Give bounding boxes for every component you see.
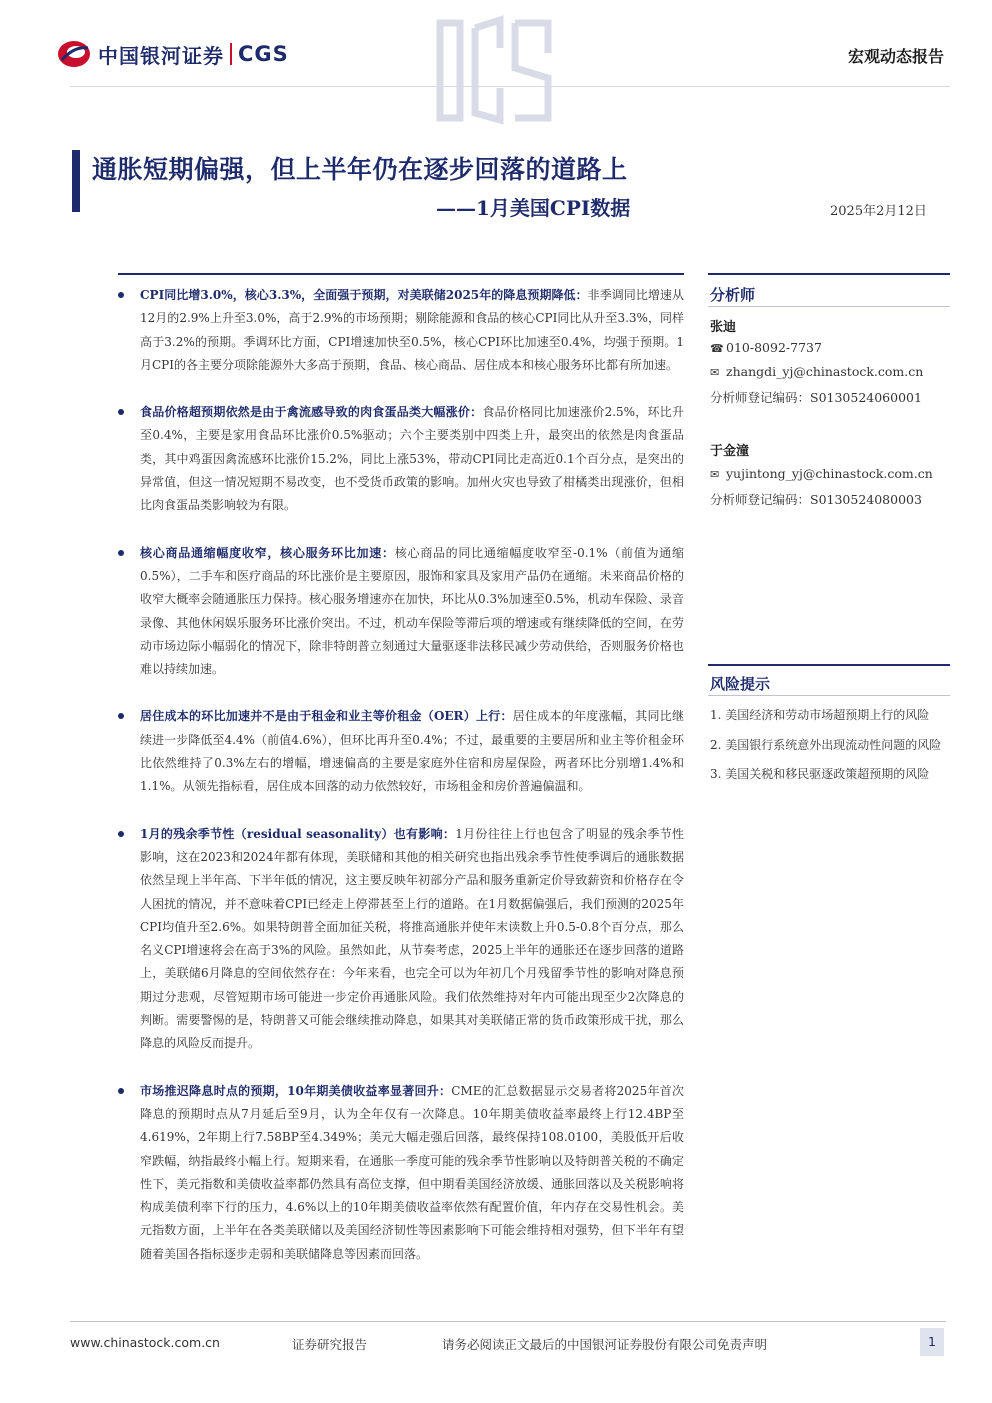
report-subtitle: ——1月美国CPI数据 bbox=[436, 196, 631, 220]
analyst-email[interactable]: ✉ zhangdi_yj@chinastock.com.cn bbox=[710, 364, 924, 379]
bullet-icon bbox=[118, 831, 124, 837]
summary-paragraph bbox=[118, 823, 684, 1056]
paragraph-lead: 食品价格超预期依然是由于禽流感导致的肉食蛋品类大幅涨价： bbox=[140, 405, 483, 420]
summary-paragraph bbox=[118, 705, 684, 798]
summary-paragraph bbox=[118, 284, 684, 377]
analyst-name: 于金潼 bbox=[710, 444, 750, 459]
report-title: 通胀短期偏强，但上半年仍在逐步回落的道路上 bbox=[92, 155, 628, 184]
analyst-name: 张迪 bbox=[710, 320, 737, 335]
bullet-icon bbox=[118, 292, 124, 298]
analyst-phone: ☎ 010-8092-7737 bbox=[710, 340, 822, 355]
paragraph-body: 核心商品的同比通缩幅度收窄至-0.1%（前值为通缩0.5%），二手车和医疗商品的环比涨价是主要原因，服饰和家具及家用产品仍在通缩。未来商品价格的收窄大概率会随通胀压力保持。核心服务增速亦在加快，环比从0.3%加速至0.5%，机动车保险、录音录像、其他休闲娱乐服务环比涨价突出。不过，机动车保险等滞后项的增速或有继续降低的空间，在劳动市场边际小幅弱化的情况下，除非特朗普立刻通过大量驱逐非法移民减少劳动供给，否则服务价格也难以持续加速。 bbox=[140, 545, 684, 677]
paragraph-body: 食品价格同比加速涨价2.5%，环比升至0.4%，主要是家用食品环比涨价0.5%驱动；六个主要类别中四类上升，最突出的依然是肉食蛋品类，其中鸡蛋因禽流感环比涨价15.2%，同比上涨53%，带动CPI同比走高近0.1个百分点，是突出的异常值，但这一情况短期不易改变，也不受货币政策的影响。加州火灾也导致了柑橘类出现涨价，但相比肉食蛋品类影响较为有限。 bbox=[140, 405, 684, 513]
bullet-icon bbox=[118, 1088, 124, 1094]
analyst-section-rule bbox=[708, 273, 950, 275]
analyst-cert: 分析师登记编码：S0130524060001 bbox=[710, 390, 922, 405]
analyst-heading-underline bbox=[708, 306, 950, 307]
title-accent-bar bbox=[72, 150, 80, 212]
paragraph-body: 1月份往往上行也包含了明显的残余季节性影响，这在2023和2024年都有体现，美联储和其他的相关研究也指出残余季节性使季调后的通胀数据依然呈现上半年高、下半年低的情况，这主要反映年初部分产品和服务重新定价导致薪资和价格存在令人困扰的情况，并不意味着CPI已经走上停滞甚至上行的道路。在1月数据偏强后，我们预测的2025年CPI均值升至2.6%。如果特朗普全面加征关税，将推高通胀并使年末读数上升0.5-0.8个百分点，那么名义CPI增速将会在高于3%的风险。虽然如此，从节奏考虑，2025上半年的通胀还在逐步回落的道路上，美联储6月降息的空间依然存在：今年来看，也完全可以为年初几个月残留季节性的影响对降息预期过分悲观，尽管短期市场可能进一步定价再通胀风险。我们依然维持对年内可能出现至少2次降息的判断。需要警惕的是，特朗普又可能会继续推动降息，如果其对美联储正常的货币政策形成干扰，那么降息的风险反而提升。 bbox=[140, 826, 685, 1051]
risk-item: 3. 美国关税和移民驱逐政策超预期的风险 bbox=[710, 767, 930, 781]
risk-list bbox=[710, 706, 950, 795]
bullet-icon bbox=[118, 409, 124, 415]
risk-heading-underline bbox=[708, 695, 950, 696]
galaxy-logo-icon bbox=[56, 36, 92, 72]
paragraph-lead: 核心商品通缩幅度收窄，核心服务环比加速： bbox=[140, 545, 395, 560]
risk-section-rule bbox=[708, 664, 950, 666]
brand-name-en: CGS bbox=[238, 42, 289, 66]
report-type-label: 宏观动态报告 bbox=[847, 47, 944, 66]
cgs-watermark-icon bbox=[430, 8, 560, 133]
paragraph-body: 居住成本的年度涨幅，其同比继续进一步降低至4.4%（前值4.6%），但环比再升至0.4%；不过，最重要的主要居所和业主等价租金环比依然维持了0.3%左右的增幅，增速偏高的主要是家庭外住宿和房屋保险，两者环比分别增1.4%和1.1%。从领先指标看，居住成本回落的动力依然较好，市场租金和房价普遍偏温和。 bbox=[140, 709, 684, 794]
summary-paragraph bbox=[118, 401, 684, 517]
analyst-heading: 分析师 bbox=[710, 286, 756, 304]
phone-icon: ☎ bbox=[710, 342, 724, 355]
risk-item: 1. 美国经济和劳动市场超预期上行的风险 bbox=[710, 708, 930, 722]
paragraph-lead: 1月的残余季节性（residual seasonality）也有影响： bbox=[140, 826, 456, 841]
mail-icon: ✉ bbox=[710, 468, 720, 481]
paragraph-lead: CPI同比增3.0%，核心3.3%，全面强于预期，对美联储2025年的降息预期降低： bbox=[140, 288, 588, 302]
brand-separator bbox=[230, 43, 232, 65]
summary-paragraph bbox=[118, 1080, 684, 1266]
analyst-email[interactable]: ✉ yujintong_yj@chinastock.com.cn bbox=[710, 466, 933, 481]
paragraph-lead: 市场推迟降息时点的预期，10年期美债收益率显著回升： bbox=[140, 1083, 452, 1098]
report-date: 2025年2月12日 bbox=[830, 204, 927, 219]
main-content bbox=[118, 284, 684, 1290]
footer-report-label: 证券研究报告 bbox=[292, 1337, 368, 1352]
header-divider bbox=[70, 86, 950, 87]
brand-logo bbox=[56, 36, 289, 72]
paragraph-body: 非季调同比增速从12月的2.9%上升至3.0%，高于2.9%的市场预期；剔除能源和食品的核心CPI同比从升至3.3%，同样高于3.2%的预期。季调环比方面，CPI增速加快至0.5%，核心CPI环比加速至0.4%，均强于预期。1月CPI的各主要分项除能源外大多高于预期，食品、核心商品、居住成本和核心服务环比都有所加速。 bbox=[140, 288, 684, 372]
summary-paragraph bbox=[118, 542, 684, 682]
footer-disclaimer: 请务必阅读正文最后的中国银河证券股份有限公司免责声明 bbox=[442, 1337, 768, 1352]
footer-website-link[interactable]: www.chinastock.com.cn bbox=[70, 1335, 220, 1350]
paragraph-body: CME的汇总数据显示交易者将2025年首次降息的预期时点从7月延后至9月，认为全年仅有一次降息。10年期美债收益率最终上行12.4BP至4.619%，2年期上行7.58BP至4.349%；美元大幅走强后回落，最终保持108.0100，美股低开后收窄跌幅，纳指最终小幅上行。短期来看，在通胀一季度可能的残余季节性影响以及特朗普关税的不确定性下，美元指数和美债收益率都仍然具有高位支撑，但中期看美国经济放缓、通胀回落以及关税影响将构成美债利率下行的压力，4.6%以上的10年期美债收益率依然有配置价值，年内存在交易性机会。美元指数方面，上半年在各类美联储以及美国经济韧性等因素影响下可能会维持相对强势，但下半年有望随着美国各指标逐步走弱和美联储降息等因素而回落。 bbox=[140, 1083, 684, 1261]
risk-heading: 风险提示 bbox=[710, 675, 771, 693]
risk-item: 2. 美国银行系统意外出现流动性问题的风险 bbox=[710, 737, 942, 752]
bullet-icon bbox=[118, 550, 124, 556]
paragraph-lead: 居住成本的环比加速并不是由于租金和业主等价租金（OER）上行： bbox=[140, 709, 513, 724]
brand-name-cn: 中国银河证券 bbox=[98, 43, 224, 68]
analyst-cert: 分析师登记编码：S0130524080003 bbox=[710, 492, 922, 507]
mail-icon: ✉ bbox=[710, 366, 720, 379]
footer-divider bbox=[70, 1321, 946, 1322]
main-column-rule bbox=[118, 273, 684, 275]
bullet-icon bbox=[118, 713, 124, 719]
page-number: 1 bbox=[920, 1328, 944, 1356]
